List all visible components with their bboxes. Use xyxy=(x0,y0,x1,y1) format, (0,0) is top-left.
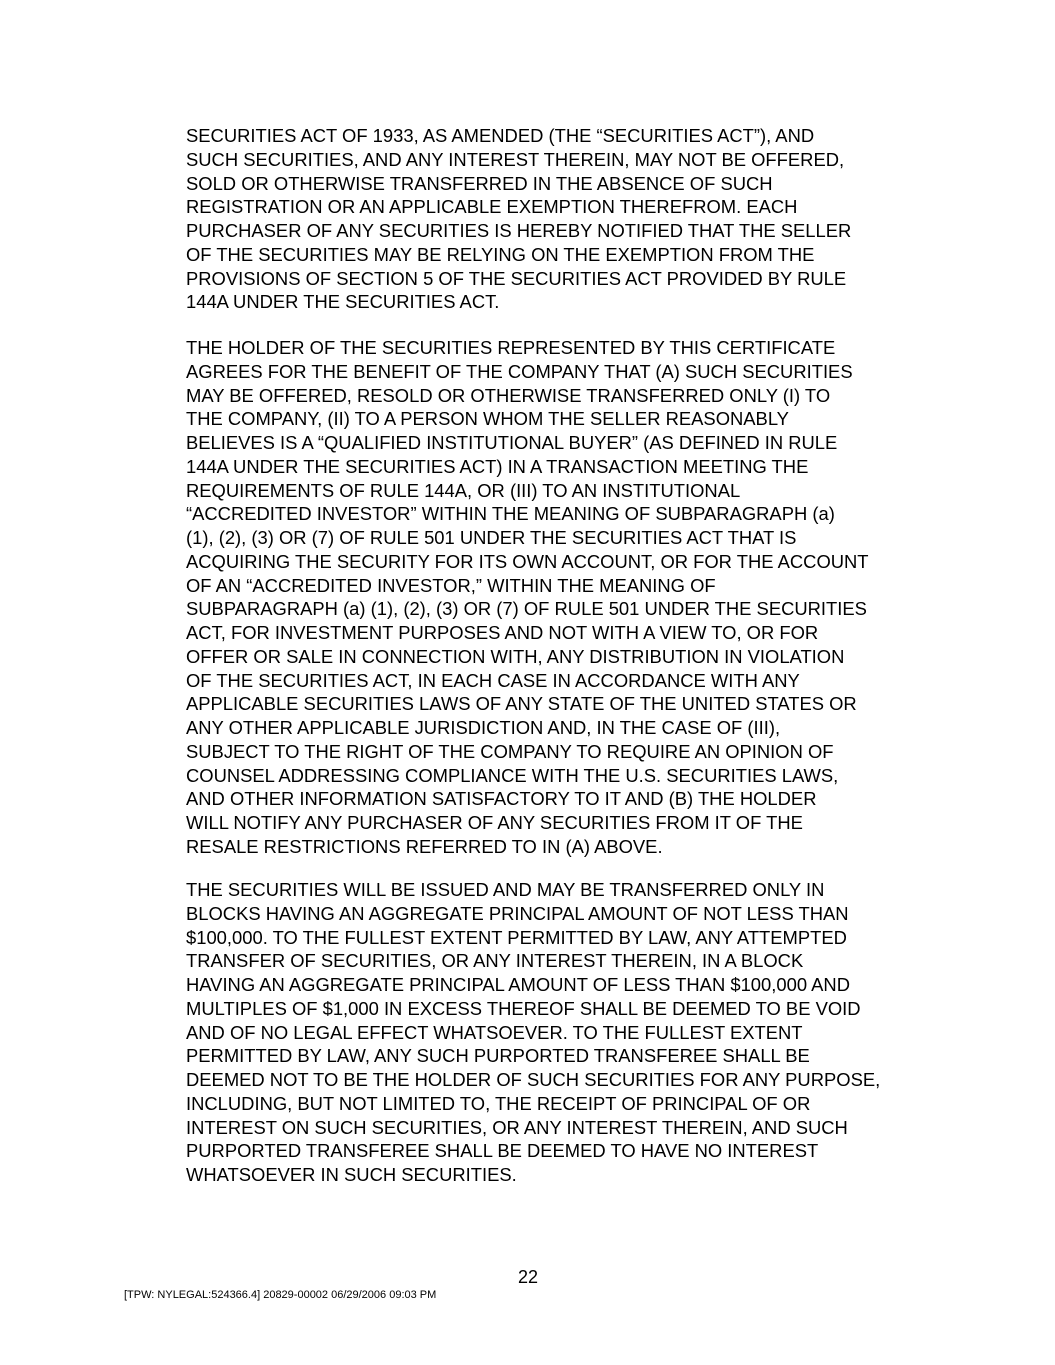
paragraph-line: INCLUDING, BUT NOT LIMITED TO, THE RECEIPT OF PRINCIPAL OF OR xyxy=(186,1092,811,1114)
paragraph-line: MAY BE OFFERED, RESOLD OR OTHERWISE TRANSFERRED ONLY (I) TO xyxy=(186,384,831,406)
paragraph-line: OF THE SECURITIES MAY BE RELYING ON THE EXEMPTION FROM THE xyxy=(186,243,815,265)
paragraph-line: THE SECURITIES WILL BE ISSUED AND MAY BE TRANSFERRED ONLY IN xyxy=(186,879,825,900)
paragraph-line: SECURITIES ACT OF 1933, AS AMENDED (THE “SECURITIES ACT”), AND xyxy=(186,125,815,146)
paragraph-line: OF THE SECURITIES ACT, IN EACH CASE IN ACCORDANCE WITH ANY xyxy=(186,669,800,691)
paragraph-line: APPLICABLE SECURITIES LAWS OF ANY STATE OF THE UNITED STATES OR xyxy=(186,693,857,715)
paragraph-line: PERMITTED BY LAW, ANY SUCH PURPORTED TRANSFEREE SHALL BE xyxy=(186,1045,810,1067)
paragraph-line: ANY OTHER APPLICABLE JURISDICTION AND, IN THE CASE OF (III), xyxy=(186,717,781,738)
paragraph-line: PROVISIONS OF SECTION 5 OF THE SECURITIES ACT PROVIDED BY RULE xyxy=(186,267,847,289)
paragraph-line: $100,000. TO THE FULLEST EXTENT PERMITTED BY LAW, ANY ATTEMPTED xyxy=(186,926,847,948)
paragraph-line: SOLD OR OTHERWISE TRANSFERRED IN THE ABSENCE OF SUCH xyxy=(186,172,773,194)
paragraph-line: “ACCREDITED INVESTOR” WITHIN THE MEANING OF SUBPARAGRAPH (a) xyxy=(186,503,835,525)
paragraph-line: HAVING AN AGGREGATE PRINCIPAL AMOUNT OF LESS THAN $100,000 AND xyxy=(186,974,850,995)
paragraph-line: REQUIREMENTS OF RULE 144A, OR (III) TO AN INSTITUTIONAL xyxy=(186,479,741,501)
paragraph-line: OF AN “ACCREDITED INVESTOR,” WITHIN THE MEANING OF xyxy=(186,574,716,596)
paragraph-line: SUBPARAGRAPH (a) (1), (2), (3) OR (7) OF RULE 501 UNDER THE SECURITIES xyxy=(186,598,867,620)
paragraph-line: AGREES FOR THE BENEFIT OF THE COMPANY THAT (A) SUCH SECURITIES xyxy=(186,360,853,382)
paragraph-line: COUNSEL ADDRESSING COMPLIANCE WITH THE U.S. SECURITIES LAWS, xyxy=(186,764,839,786)
paragraph-line: PURPORTED TRANSFEREE SHALL BE DEEMED TO HAVE NO INTEREST xyxy=(186,1140,819,1162)
paragraph-line: THE COMPANY, (II) TO A PERSON WHOM THE SELLER REASONABLY xyxy=(186,408,789,430)
paragraph-line: TRANSFER OF SECURITIES, OR ANY INTEREST THEREIN, IN A BLOCK xyxy=(186,950,804,972)
paragraph-line: THE HOLDER OF THE SECURITIES REPRESENTED BY THIS CERTIFICATE xyxy=(186,337,836,358)
paragraph-securities-act-legend xyxy=(186,124,851,314)
paragraph-line: BLOCKS HAVING AN AGGREGATE PRINCIPAL AMOUNT OF NOT LESS THAN xyxy=(186,902,849,924)
paragraph-line: SUBJECT TO THE RIGHT OF THE COMPANY TO REQUIRE AN OPINION OF xyxy=(186,740,834,762)
paragraph-transfer-blocks xyxy=(186,878,880,1187)
paragraph-line: OFFER OR SALE IN CONNECTION WITH, ANY DISTRIBUTION IN VIOLATION xyxy=(186,645,845,667)
paragraph-line: PURCHASER OF ANY SECURITIES IS HEREBY NOTIFIED THAT THE SELLER xyxy=(186,220,852,241)
footer-document-id: [TPW: NYLEGAL:524366.4] 20829-00002 06/29/2006 09:03 PM xyxy=(124,1289,437,1301)
paragraph-line: INTEREST ON SUCH SECURITIES, OR ANY INTEREST THEREIN, AND SUCH xyxy=(186,1116,848,1138)
paragraph-line: 144A UNDER THE SECURITIES ACT. xyxy=(186,291,500,313)
paragraph-line: ACQUIRING THE SECURITY FOR ITS OWN ACCOUNT, OR FOR THE ACCOUNT xyxy=(186,550,869,572)
paragraph-line: AND OTHER INFORMATION SATISFACTORY TO IT AND (B) THE HOLDER xyxy=(186,788,817,810)
paragraph-line: ACT, FOR INVESTMENT PURPOSES AND NOT WITH A VIEW TO, OR FOR xyxy=(186,622,819,643)
paragraph-line: RESALE RESTRICTIONS REFERRED TO IN (A) ABOVE. xyxy=(186,835,663,857)
paragraph-line: MULTIPLES OF $1,000 IN EXCESS THEREOF SHALL BE DEEMED TO BE VOID xyxy=(186,997,861,1019)
paragraph-holder-agreement xyxy=(186,336,869,859)
paragraph-line: BELIEVES IS A “QUALIFIED INSTITUTIONAL BUYER” (AS DEFINED IN RULE xyxy=(186,432,838,453)
paragraph-line: (1), (2), (3) OR (7) OF RULE 501 UNDER THE SECURITIES ACT THAT IS xyxy=(186,527,797,548)
paragraph-line: 144A UNDER THE SECURITIES ACT) IN A TRANSACTION MEETING THE xyxy=(186,455,809,477)
paragraph-line: SUCH SECURITIES, AND ANY INTEREST THEREIN, MAY NOT BE OFFERED, xyxy=(186,148,845,170)
paragraph-line: DEEMED NOT TO BE THE HOLDER OF SUCH SECURITIES FOR ANY PURPOSE, xyxy=(186,1069,881,1090)
paragraph-line: WILL NOTIFY ANY PURCHASER OF ANY SECURITIES FROM IT OF THE xyxy=(186,812,803,833)
paragraph-line: WHATSOEVER IN SUCH SECURITIES. xyxy=(186,1164,517,1185)
page-number: 22 xyxy=(517,1267,539,1287)
paragraph-line: REGISTRATION OR AN APPLICABLE EXEMPTION THEREFROM. EACH xyxy=(186,196,798,218)
paragraph-line: AND OF NO LEGAL EFFECT WHATSOEVER. TO THE FULLEST EXTENT xyxy=(186,1021,803,1043)
